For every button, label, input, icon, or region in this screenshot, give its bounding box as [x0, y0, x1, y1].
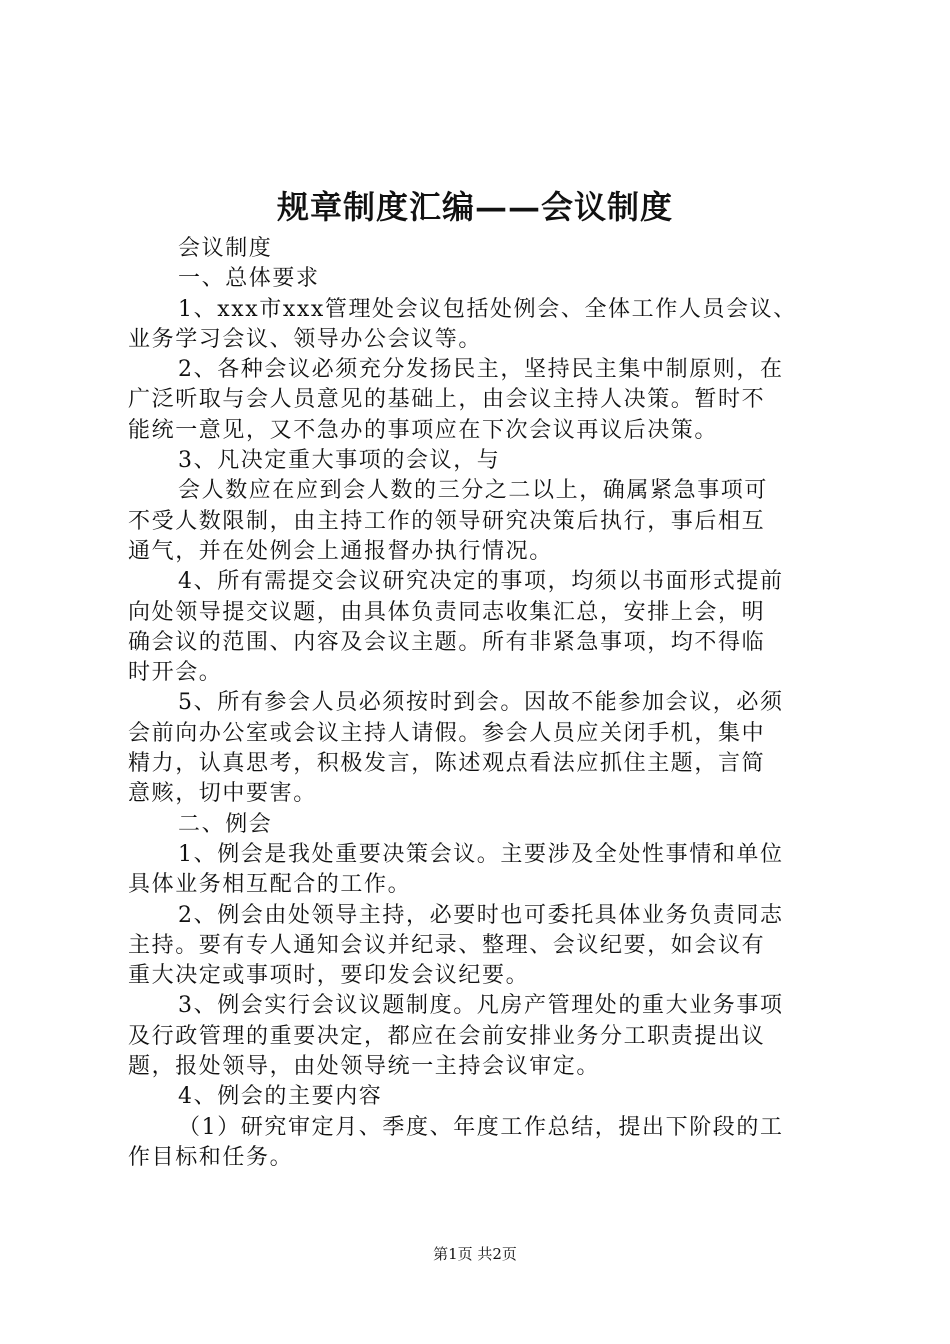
- section-heading: 会议制度: [178, 236, 273, 261]
- paragraph-line: 向处领导提交议题，由具体负责同志收集汇总，安排上会，明: [128, 599, 766, 625]
- document-title: 规章制度汇编——会议制度: [276, 188, 673, 226]
- section-heading: 二、例会: [178, 811, 273, 837]
- paragraph-line: （1）研究审定月、季度、年度工作总结，提出下阶段的工: [178, 1114, 784, 1140]
- paragraph-line: 4、所有需提交会议研究决定的事项，均须以书面形式提前: [178, 569, 784, 595]
- paragraph-line: 广泛听取与会人员意见的基础上，由会议主持人决策。暂时不: [128, 387, 766, 413]
- paragraph-line: 4、例会的主要内容: [178, 1084, 383, 1110]
- paragraph-line: 业务学习会议、领导办公会议等。: [128, 326, 483, 352]
- paragraph-line: 及行政管理的重要决定，都应在会前安排业务分工职责提出议: [128, 1023, 766, 1049]
- paragraph-line: 确会议的范围、内容及会议主题。所有非紧急事项，均不得临: [128, 629, 766, 655]
- paragraph-line: 1、xxx市xxx管理处会议包括处例会、全体工作人员会议、: [178, 296, 797, 322]
- paragraph-line: 具体业务相互配合的工作。: [128, 872, 412, 898]
- paragraph-line: 5、所有参会人员必须按时到会。因故不能参加会议，必须: [178, 690, 784, 716]
- paragraph-line: 2、各种会议必须充分发扬民主，坚持民主集中制原则，在: [178, 357, 784, 383]
- paragraph-line: 意赅，切中要害。: [128, 781, 317, 807]
- section-heading: 一、总体要求: [178, 266, 320, 292]
- paragraph-line: 3、凡决定重大事项的会议，与: [178, 448, 501, 474]
- paragraph-line: 主持。要有专人通知会议并纪录、整理、会议纪要，如会议有: [128, 932, 766, 958]
- paragraph-line: 会人数应在应到会人数的三分之二以上，确属紧急事项可: [178, 478, 769, 504]
- paragraph-line: 精力，认真思考，积极发言，陈述观点看法应抓住主题，言简: [128, 751, 766, 777]
- paragraph-line: 2、例会由处领导主持，必要时也可委托具体业务负责同志: [178, 902, 784, 928]
- paragraph-line: 能统一意见，又不急办的事项应在下次会议再议后决策。: [128, 417, 719, 443]
- paragraph-line: 3、例会实行会议议题制度。凡房产管理处的重大业务事项: [178, 993, 784, 1019]
- paragraph-line: 题，报处领导，由处领导统一主持会议审定。: [128, 1054, 601, 1080]
- paragraph-line: 不受人数限制，由主持工作的领导研究决策后执行，事后相互: [128, 508, 766, 534]
- paragraph-line: 会前向办公室或会议主持人请假。参会人员应关闭手机，集中: [128, 720, 766, 746]
- page-footer: 第1页 共2页: [433, 1245, 517, 1263]
- document-body: [128, 234, 838, 1173]
- paragraph-line: 时开会。: [128, 660, 223, 686]
- paragraph-line: 1、例会是我处重要决策会议。主要涉及全处性事情和单位: [178, 841, 784, 867]
- paragraph-line: 重大决定或事项时，要印发会议纪要。: [128, 963, 530, 989]
- paragraph-line: 作目标和任务。: [128, 1144, 294, 1170]
- paragraph-line: 通气，并在处例会上通报督办执行情况。: [128, 538, 553, 564]
